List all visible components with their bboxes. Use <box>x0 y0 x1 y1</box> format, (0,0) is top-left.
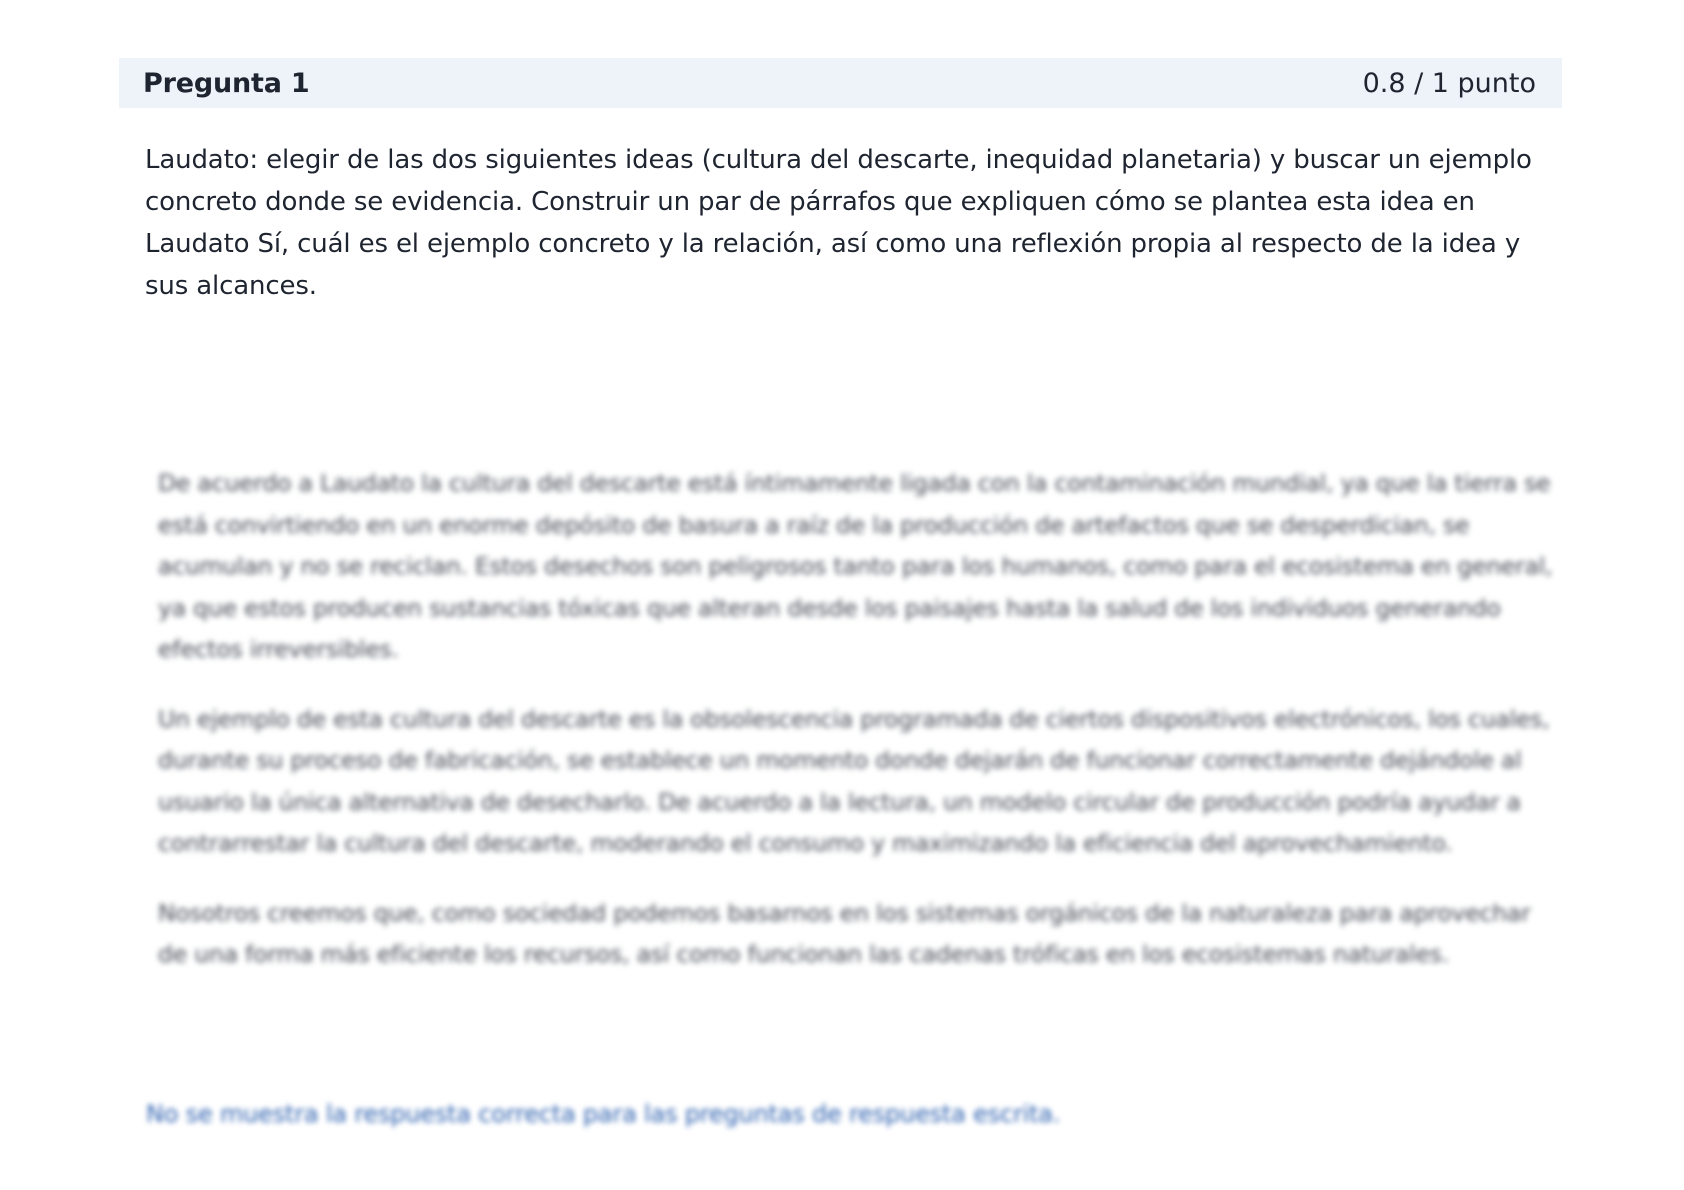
feedback-note: No se muestra la respuesta correcta para las preguntas de respuesta escrita. <box>146 1100 1061 1128</box>
answer-area <box>158 463 1560 976</box>
answer-paragraph-1: De acuerdo a Laudato la cultura del descarte está íntimamente ligada con la contaminación mundial, ya que la tierra se está convirtiendo en un enorme depósito de basura a raíz de la producción de artefactos que se desperdician, se acumulan y no se reciclan. Estos desechos son peligrosos tanto para los humanos, como para el ecosistema en general, ya que estos producen sustancias tóxicas que alteran desde los paisajes hasta la salud de los individuos generando efectos irreversibles. <box>158 469 1553 663</box>
question-prompt: Laudato: elegir de las dos siguientes ideas (cultura del descarte, inequidad planetaria) y buscar un ejemplo concreto donde se evidencia. Construir un par de párrafos que expliquen cómo se plantea esta idea en Laudato Sí, cuál es el ejemplo concreto y la relación, así como una reflexión propia al respecto de la idea y sus alcances. <box>145 145 1532 301</box>
question-score: 0.8 / 1 punto <box>1362 67 1536 99</box>
question-card <box>119 58 1562 307</box>
question-header <box>119 58 1562 108</box>
question-title: Pregunta 1 <box>143 67 310 99</box>
answer-paragraph-2: Un ejemplo de esta cultura del descarte es la obsolescencia programada de ciertos dispositivos electrónicos, los cuales, durante su proceso de fabricación, se establece un momento donde dejarán de funcionar correctamente dejándole al usuario la única alternativa de desecharlo. De acuerdo a la lectura, un modelo circular de producción podría ayudar a contrarrestar la cultura del descarte, moderando el consumo y maximizando la eficiencia del aprovechamiento. <box>158 704 1550 857</box>
answer-paragraph-3: Nosotros creemos que, como sociedad podemos basarnos en los sistemas orgánicos de la naturaleza para aprovechar de una forma más eficiente los recursos, así como funcionan las cadenas tróficas en los ecosistemas naturales. <box>158 898 1531 968</box>
